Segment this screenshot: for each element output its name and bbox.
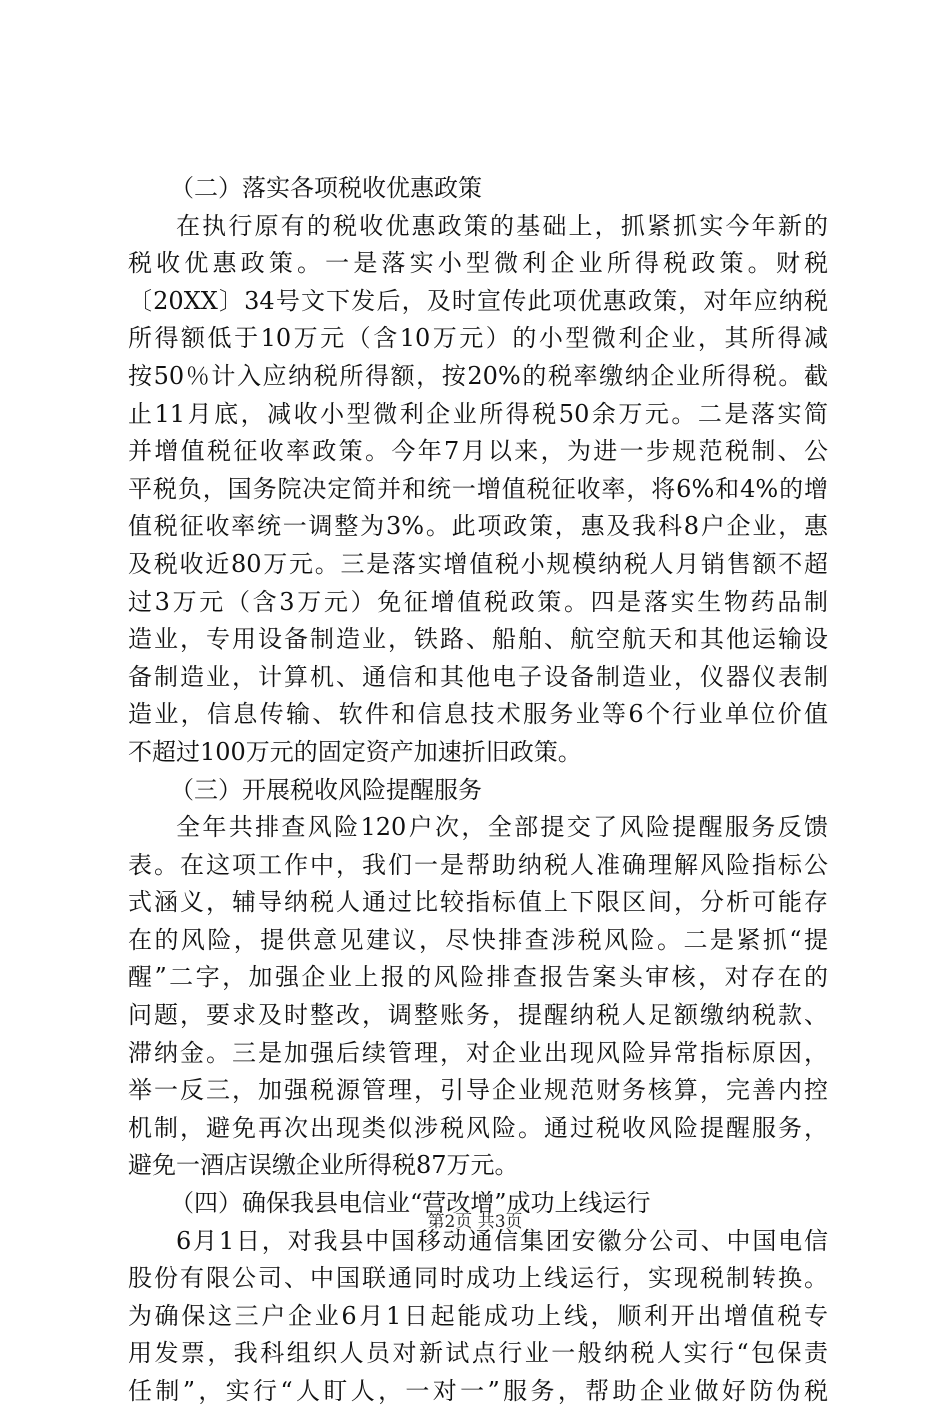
paragraph-line: 税收优惠政策。一是落实小型微利企业所得税政策。财税 <box>128 249 828 278</box>
paragraph-line: 避免一酒店误缴企业所得税87万元。 <box>128 1151 519 1180</box>
paragraph-line: 按50％计入应纳税所得额，按20%的税率缴纳企业所得税。截 <box>128 361 828 390</box>
paragraph-line: 式涵义，辅导纳税人通过比较指标值上下限区间，分析可能存 <box>128 888 828 917</box>
paragraph-line: 问题，要求及时整改，调整账务，提醒纳税人足额缴纳税款、 <box>128 1001 828 1030</box>
paragraph-line: 〔20XX〕34号文下发后，及时宣传此项优惠政策，对年应纳税 <box>128 286 828 315</box>
paragraph-line: 表。在这项工作中，我们一是帮助纳税人准确理解风险指标公 <box>128 850 828 879</box>
paragraph-line: 过3万元（含3万元）免征增值税政策。四是落实生物药品制 <box>128 587 828 616</box>
paragraph-line: 醒”二字，加强企业上报的风险排查报告案头审核，对存在的 <box>128 963 828 992</box>
paragraph-line: 全年共排查风险120户次，全部提交了风险提醒服务反馈 <box>176 813 828 842</box>
paragraph-line: 举一反三，加强税源管理，引导企业规范财务核算，完善内控 <box>128 1076 828 1105</box>
section-heading: （二）落实各项税收优惠政策 <box>170 174 482 202</box>
paragraph-line: 滞纳金。三是加强后续管理，对企业出现风险异常指标原因， <box>128 1038 828 1067</box>
paragraph-line: 造业，信息传输、软件和信息技术服务业等6个行业单位价值 <box>128 700 828 729</box>
section-heading: （四）确保我县电信业“营改增”成功上线运行 <box>170 1189 651 1218</box>
paragraph-line: 及税收近80万元。三是落实增值税小规模纳税人月销售额不超 <box>128 549 828 578</box>
page-footer: 第2页 共3页 <box>427 1212 523 1232</box>
paragraph-line: 止11月底，减收小型微利企业所得税50余万元。二是落实简 <box>128 399 828 428</box>
paragraph-line: 并增值税征收率政策。今年7月以来，为进一步规范税制、公 <box>128 437 828 466</box>
paragraph-line: 在的风险，提供意见建议，尽快排查涉税风险。二是紧抓“提 <box>128 925 828 954</box>
paragraph-line: 用发票，我科组织人员对新试点行业一般纳税人实行“包保责 <box>128 1339 828 1368</box>
paragraph-line: 值税征收率统一调整为3%。此项政策，惠及我科8户企业，惠 <box>128 512 828 541</box>
paragraph-line: 6月1日，对我县中国移动通信集团安徽分公司、中国电信 <box>176 1226 828 1255</box>
section-heading: （三）开展税收风险提醒服务 <box>170 775 482 804</box>
paragraph-line: 机制，避免再次出现类似涉税风险。通过税收风险提醒服务， <box>128 1113 828 1142</box>
paragraph-line: 造业，专用设备制造业，铁路、船舶、航空航天和其他运输设 <box>128 625 828 654</box>
paragraph-line: 任制”，实行“人盯人，一对一”服务，帮助企业做好防伪税 <box>128 1377 828 1405</box>
paragraph-line: 为确保这三户企业6月1日起能成功上线，顺利开出增值税专 <box>128 1301 828 1330</box>
paragraph-line: 备制造业，计算机、通信和其他电子设备制造业，仪器仪表制 <box>128 662 828 691</box>
paragraph-line: 不超过100万元的固定资产加速折旧政策。 <box>128 737 582 766</box>
paragraph-line: 股份有限公司、中国联通同时成功上线运行，实现税制转换。 <box>128 1264 828 1293</box>
paragraph-line: 平税负，国务院决定简并和统一增值税征收率，将6%和4%的增 <box>128 474 828 503</box>
paragraph-line: 在执行原有的税收优惠政策的基础上，抓紧抓实今年新的 <box>176 211 828 240</box>
paragraph-line: 所得额低于10万元（含10万元）的小型微利企业，其所得减 <box>128 324 828 353</box>
